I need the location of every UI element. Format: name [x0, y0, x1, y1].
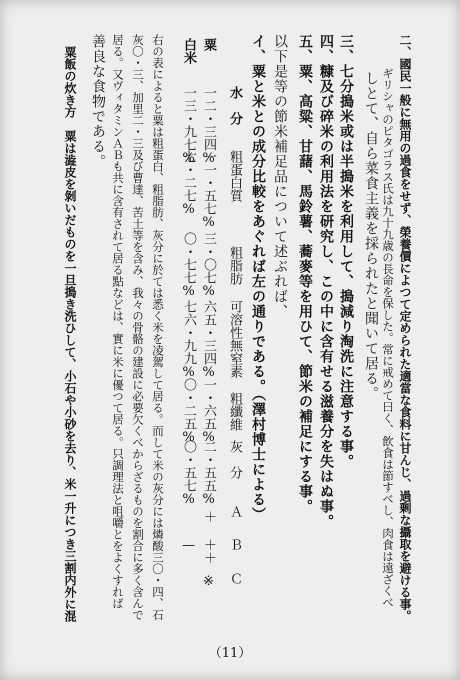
table-cell: 二・五五% [201, 440, 216, 507]
table-row-label-mizu: 水 分 [227, 86, 242, 125]
table-cell: 一三・九七% [181, 86, 196, 166]
text-column-11: 居る。又ヴィタミンＡＢも共に含有されて居る點などは、實に米に優つて居る。只調理法と咀嚼とをよくすれば [111, 34, 125, 609]
text-column-9: 右の表によると粟は粗蛋白、粗脂肪、灰分に於ては悉く米を凌駕して居る。而して米の灰分には燐酸三〇・四、石 [151, 34, 165, 621]
table-cell: 一二・三四% [201, 86, 216, 166]
text-column-13: 粟飯の炊き方 粟は澁皮を剝いだものを一旦搗き洗ひして、小石や小砂を去り、米一升につき三割内外に混 [63, 34, 77, 622]
table-cell: 七六・九九% [181, 300, 196, 380]
text-column-10: 灰〇・三、加里二・三及び曹達、苦土等を含み、我々の骨骼の建設に必要欠くべからざるものを割合に多く含んで [131, 34, 145, 621]
table-cell: 〇・五七% [181, 440, 196, 507]
table-cell: 六五・三四% [201, 300, 216, 380]
text-column-2: ギリシャのピタゴラス氏は九十九歳の長命を保した。常に戒めて曰く、飲食は節すべし、肉食は遠ざくべ [381, 56, 395, 608]
table-cell: 可溶性無窒素 [227, 300, 242, 378]
table-cell: ＋＋ [201, 538, 216, 564]
text-column-3: しとて、自ら菜食主義を採られたと聞いて居る。 [363, 56, 379, 401]
text-column-8: イ、粟と米との成分比較をあぐれば左の通りである。（澤村博士による） [250, 34, 266, 522]
table-cell: Ｃ [227, 572, 242, 585]
table-row-label-awa: 粟 [201, 38, 216, 51]
table-cell: ※ [201, 574, 216, 589]
table-cell: ＋ [201, 510, 216, 523]
table-cell: 七・二七% [181, 150, 196, 217]
table-cell: 粗脂肪 [227, 246, 242, 285]
page-number: （11） [208, 646, 252, 661]
text-column-4: 三、七分搗米或は半搗米を利用して、搗減り淘洗に注意する事。 [338, 34, 354, 469]
table-cell: Ｂ [227, 538, 242, 551]
table-cell: 粗纖維 [227, 392, 242, 431]
table-cell: — [181, 538, 196, 553]
table-row-label-hakumai: 白米 [181, 38, 196, 64]
table-cell: 灰 分 [227, 440, 242, 479]
table-cell: 粗蛋白質 [227, 150, 242, 202]
table-cell: 一・六五% [201, 378, 216, 445]
table-cell: 〇・七七% [181, 232, 196, 299]
text-column-6: 五、粟、高粱、甘藷、馬鈴薯、蕎麥等を用ひて、節米の補足にする事。 [297, 34, 313, 514]
table-cell: 三・〇七% [201, 232, 216, 299]
table-cell: 〇・二五% [181, 378, 196, 445]
table-cell: 一一・五七% [201, 150, 216, 230]
text-column-12: 善良な食物である。 [90, 34, 106, 169]
text-column-5: 四、糠及び碎米の利用法を研究し、この中に含有せる滋養分を失はぬ事。 [318, 34, 334, 529]
text-column-7: 以下是等の節米補足品について述ぶれば、 [272, 34, 288, 319]
text-column-1: 二、國民一般に無用の過食をせず、榮養價によつて定められた適當な食料に甘んじ、過剰な攝取を避ける事。 [398, 34, 412, 622]
table-cell: Ａ [227, 505, 242, 518]
